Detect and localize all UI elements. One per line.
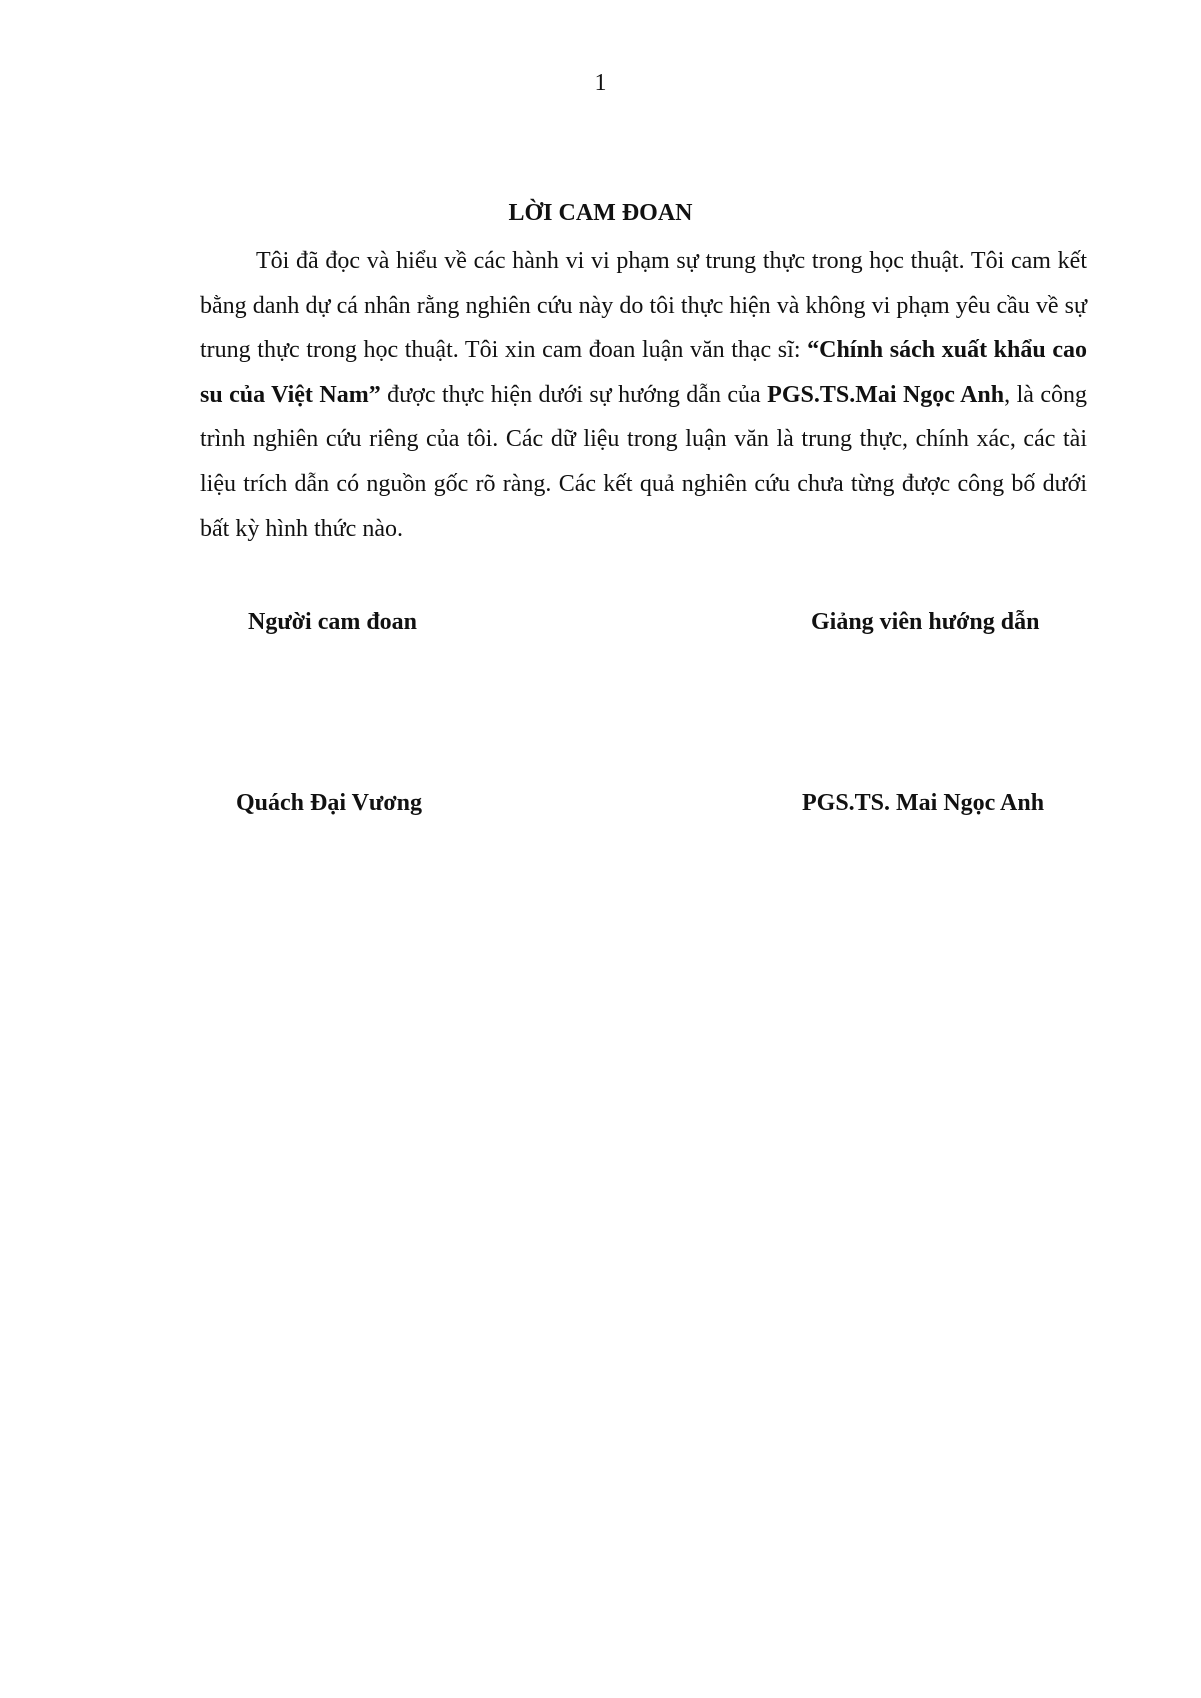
declaration-text-part-1: Tôi đã đọc và hiểu về các hành vi vi phạm sự trung thực trong học thuật. Tôi cam kết bằng danh dự cá nhân rằng nghiên cứu này do tôi thực hiện và không vi phạm yêu cầu về sự trung thực trong học thuật. Tôi xin cam đoan luận văn thạc sĩ: bbox=[200, 248, 1087, 364]
declaration-text-part-2: được thực hiện dưới sự hướng dẫn của bbox=[380, 381, 768, 408]
advisor-name: PGS.TS. Mai Ngọc Anh bbox=[802, 790, 1045, 816]
thesis-title: “Chính sách xuất khẩu cao su của Việt Nam” bbox=[200, 337, 1087, 408]
advisor-role-label: Giảng viên hướng dẫn bbox=[811, 609, 1040, 635]
declaration-text-part-3: , là công trình nghiên cứu riêng của tôi. Các dữ liệu trong luận văn là trung thực, chính xác, các tài liệu trích dẫn có nguồn gốc rõ ràng. Các kết quả nghiên cứu chưa từng được công bố dưới bất kỳ hình thức nào. bbox=[200, 381, 1087, 542]
declarant-name: Quách Đại Vương bbox=[236, 790, 422, 816]
declaration-paragraph bbox=[200, 239, 1087, 551]
page-number: 1 bbox=[594, 70, 607, 96]
advisor-name-inline: PGS.TS.Mai Ngọc Anh bbox=[767, 381, 1005, 408]
declarant-role-label: Người cam đoan bbox=[248, 609, 418, 635]
document-title: LỜI CAM ĐOAN bbox=[508, 200, 693, 226]
